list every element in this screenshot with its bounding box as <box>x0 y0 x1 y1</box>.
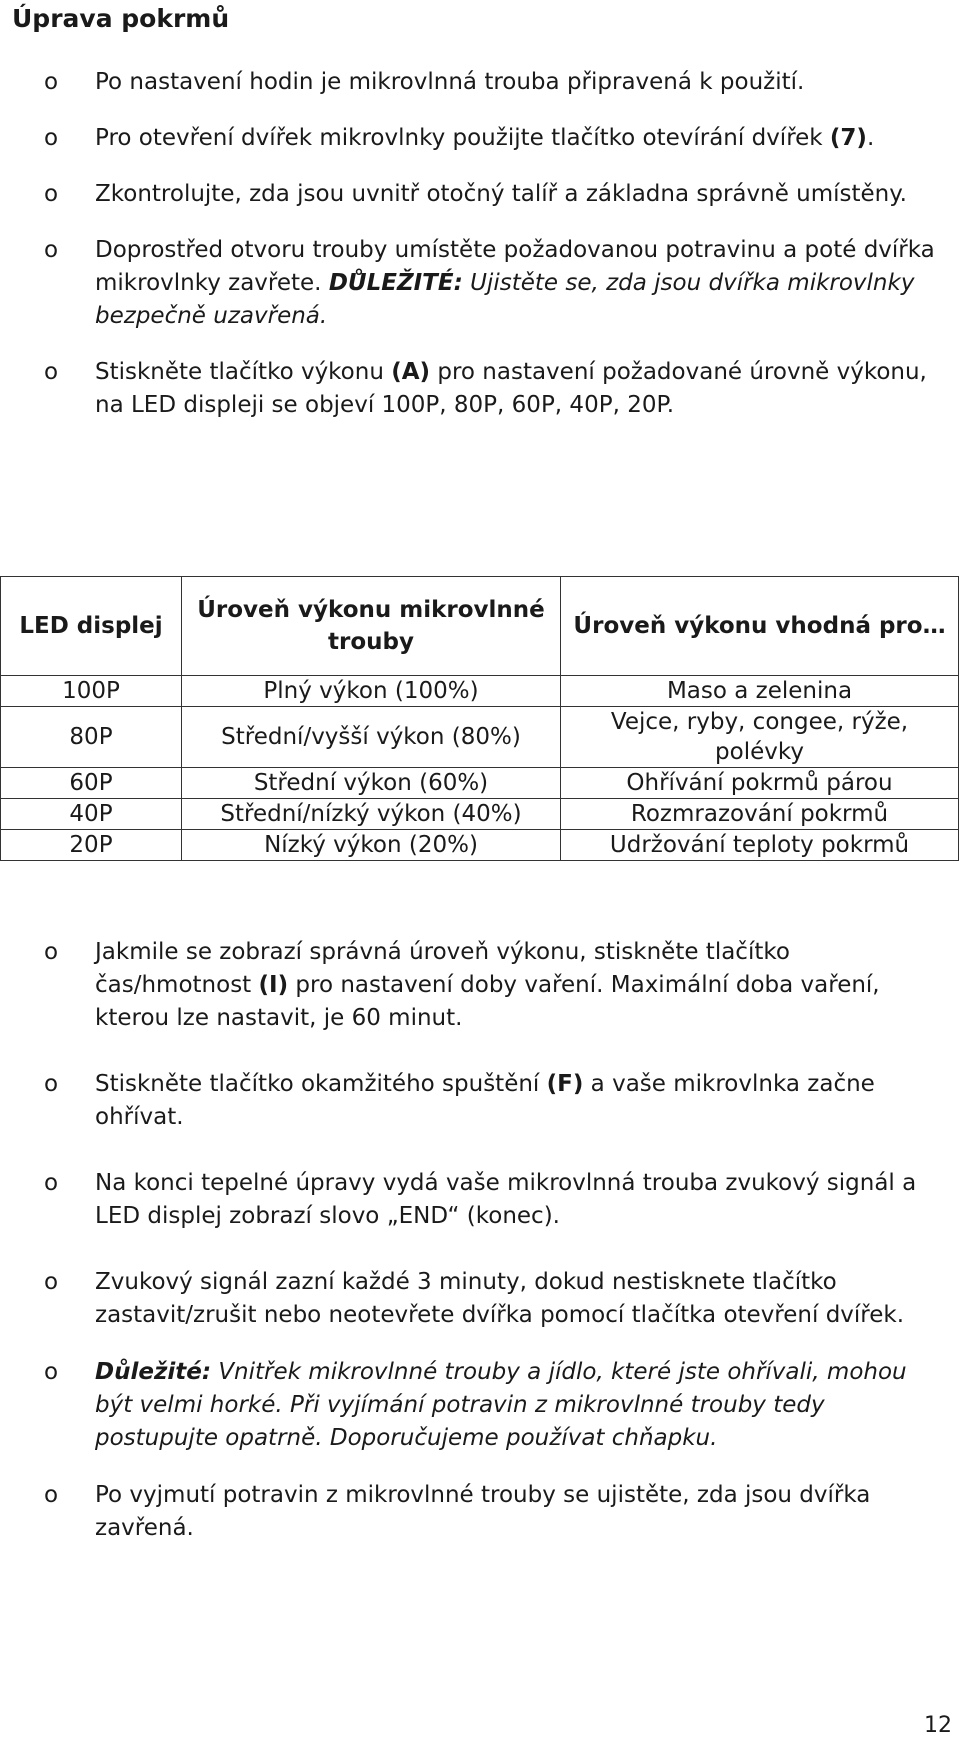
step-text: Po nastavení hodin je mikrovlnná trouba připravená k použití. <box>95 69 805 95</box>
list-item <box>0 1167 960 1233</box>
button-reference: (A) <box>391 359 431 385</box>
step-text: a vaše mikrovlnka začne ohřívat. <box>95 1071 875 1130</box>
header-led-display: LED displej <box>1 577 182 676</box>
list-item <box>0 234 960 333</box>
bullet-marker: o <box>44 125 59 151</box>
table-header-row <box>1 577 959 676</box>
list-item <box>0 936 960 1035</box>
power-level-table <box>0 576 959 861</box>
table-row <box>1 768 959 799</box>
step-text: Pro otevření dvířek mikrovlnky použijte tlačítko otevírání dvířek <box>95 125 830 151</box>
important-note: Ujistěte se, zda jsou dvířka mikrovlnky bezpečně uzavřená. <box>95 270 915 329</box>
step-text: Stiskněte tlačítko výkonu <box>95 359 392 385</box>
list-item <box>0 1479 960 1545</box>
step-text: pro nastavení požadované úrovně výkonu, na LED displeji se objeví 100P, 80P, 60P, 40P, 20P. <box>95 359 927 418</box>
step-text: pro nastavení doby vaření. Maximální doba vaření, kterou lze nastavit, je 60 minut. <box>95 972 880 1031</box>
bullet-marker: o <box>44 69 59 95</box>
bullet-marker: o <box>44 939 59 965</box>
header-suitable-for: Úroveň výkonu vhodná pro… <box>561 577 959 676</box>
button-reference: (I) <box>258 972 289 998</box>
step-text: Doprostřed otvoru trouby umístěte požadovanou potravinu a poté dvířka mikrovlnky zavřete. <box>95 237 935 296</box>
list-item <box>0 122 960 155</box>
list-item <box>0 1068 960 1134</box>
list-item <box>0 66 960 99</box>
step-text: Zvukový signál zazní každé 3 minuty, dokud nestisknete tlačítko zastavit/zrušit nebo neotevřete dvířka pomocí tlačítka otevření dvířek. <box>95 1269 905 1328</box>
step-text: . <box>866 125 875 151</box>
cell-led: 100P <box>1 676 182 707</box>
cell-led: 40P <box>1 799 182 830</box>
table-row <box>1 707 959 768</box>
page-number: 12 <box>924 1713 952 1738</box>
step-text: Na konci tepelné úpravy vydá vaše mikrovlnná trouba zvukový signál a LED displej zobrazí slovo „END“ (konec). <box>95 1170 917 1229</box>
button-reference: (7) <box>829 125 867 151</box>
bullet-marker: o <box>44 1359 59 1385</box>
bullet-marker: o <box>44 181 59 207</box>
button-reference: (F) <box>546 1071 584 1097</box>
step-text: Stiskněte tlačítko okamžitého spuštění <box>95 1071 547 1097</box>
cell-use: Udržování teploty pokrmů <box>561 830 959 861</box>
bullet-marker: o <box>44 1269 59 1295</box>
bullet-marker: o <box>44 237 59 263</box>
cell-use: Rozmrazování pokrmů <box>561 799 959 830</box>
list-item <box>0 1356 960 1455</box>
bullet-marker: o <box>44 1482 59 1508</box>
cell-led: 20P <box>1 830 182 861</box>
bullet-marker: o <box>44 1170 59 1196</box>
cell-led: 60P <box>1 768 182 799</box>
important-note: Vnitřek mikrovlnné trouby a jídlo, které jste ohřívali, mohou být velmi horké. Při vyjímání potravin z mikrovlnné trouby tedy postupujte opatrně. Doporučujeme používat chňapku. <box>95 1359 907 1451</box>
cell-level: Plný výkon (100%) <box>182 676 561 707</box>
section-title: Úprava pokrmů <box>12 4 230 33</box>
bullet-marker: o <box>44 1071 59 1097</box>
list-item <box>0 178 960 211</box>
cell-use: Maso a zelenina <box>561 676 959 707</box>
cell-level: Střední/nízký výkon (40%) <box>182 799 561 830</box>
step-text: Jakmile se zobrazí správná úroveň výkonu, stiskněte tlačítko čas/hmotnost <box>95 939 790 998</box>
important-label: DŮLEŽITÉ: <box>328 270 463 296</box>
table-row <box>1 676 959 707</box>
steps-after-list <box>0 936 960 1578</box>
step-text: Zkontrolujte, zda jsou uvnitř otočný talíř a základna správně umístěny. <box>95 181 907 207</box>
header-power-level: Úroveň výkonu mikrovlnné trouby <box>182 577 561 676</box>
cell-use: Ohřívání pokrmů párou <box>561 768 959 799</box>
cell-level: Nízký výkon (20%) <box>182 830 561 861</box>
cell-led: 80P <box>1 707 182 768</box>
important-label: Důležité: <box>95 1359 212 1385</box>
step-text: Po vyjmutí potravin z mikrovlnné trouby se ujistěte, zda jsou dvířka zavřená. <box>95 1482 871 1541</box>
table-row <box>1 799 959 830</box>
cell-level: Střední/vyšší výkon (80%) <box>182 707 561 768</box>
steps-before-list <box>0 66 960 445</box>
cell-level: Střední výkon (60%) <box>182 768 561 799</box>
cell-use: Vejce, ryby, congee, rýže, polévky <box>561 707 959 768</box>
bullet-marker: o <box>44 359 59 385</box>
list-item <box>0 356 960 422</box>
list-item <box>0 1266 960 1332</box>
table-row <box>1 830 959 861</box>
